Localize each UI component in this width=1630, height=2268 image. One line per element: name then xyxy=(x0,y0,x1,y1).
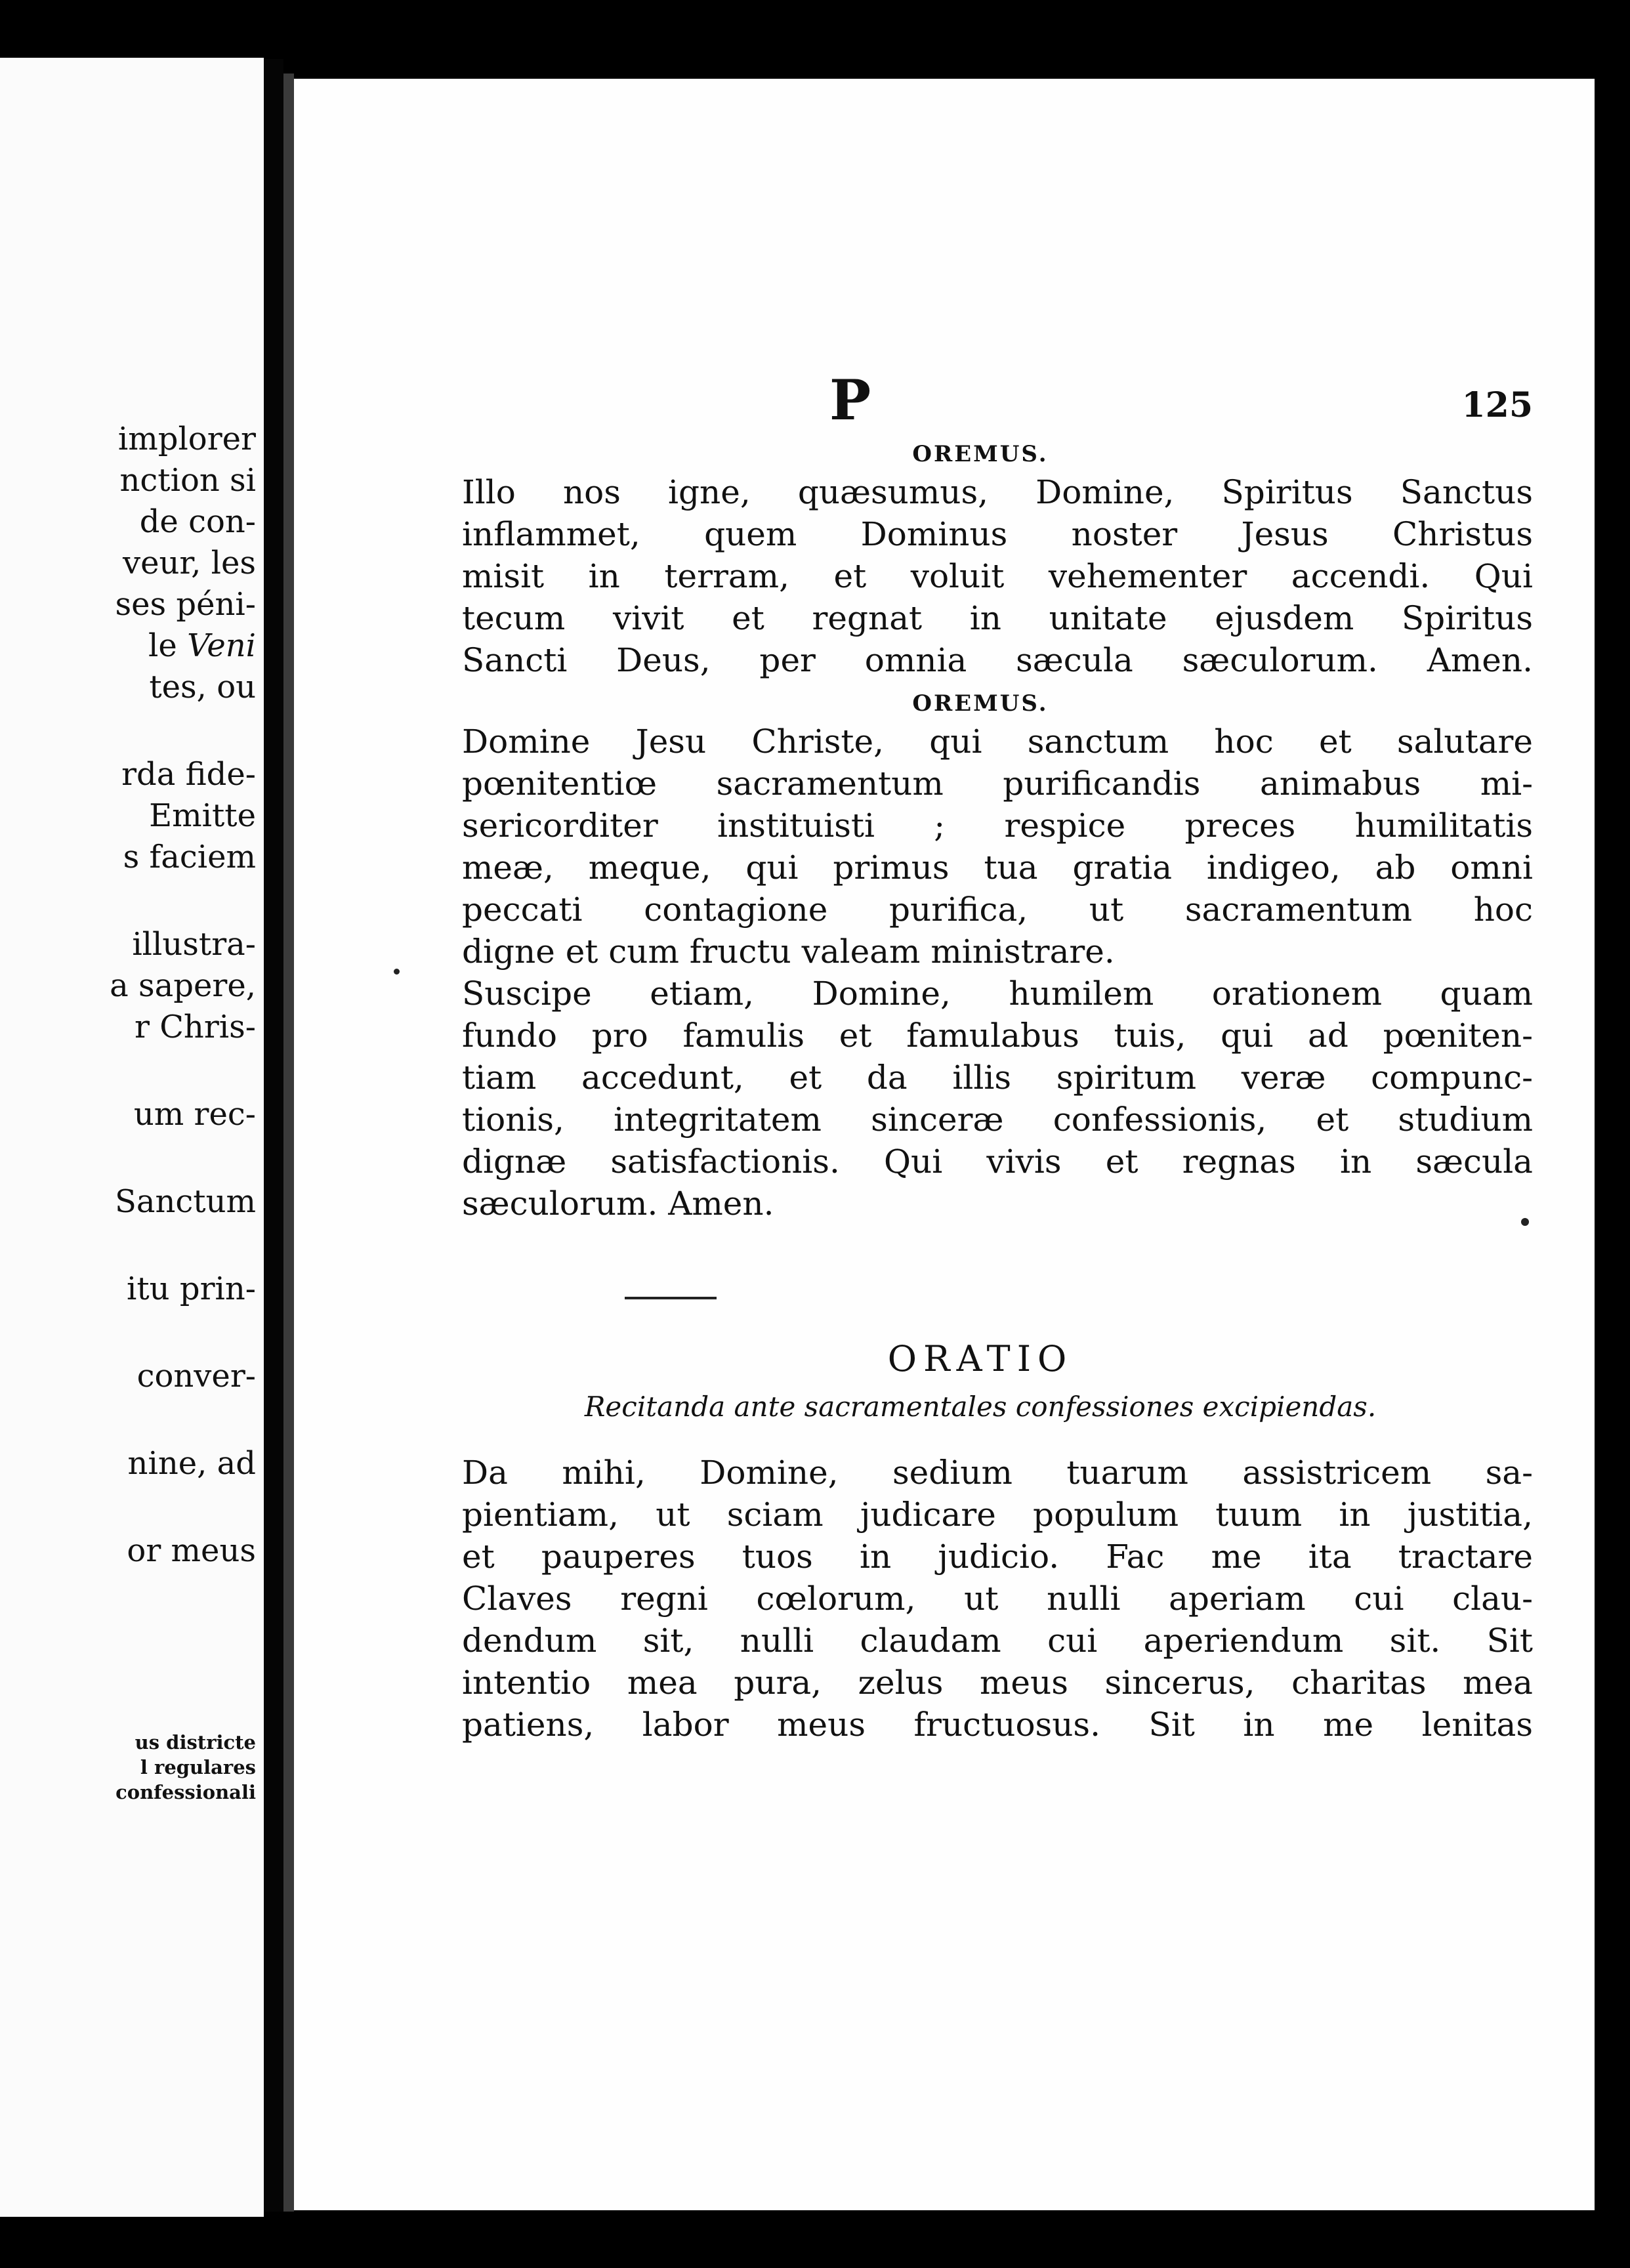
text-line: Sancti Deus, per omnia sæcula sæculorum. Amen. xyxy=(462,641,1533,679)
prayer-paragraph-1 xyxy=(428,471,1533,681)
left-text-line: de con- xyxy=(139,503,256,540)
left-page-fragment xyxy=(0,58,264,2217)
left-page-footnote xyxy=(115,1730,256,1805)
text-line: tiam accedunt, et da illis spiritum veræ compunc- xyxy=(462,1059,1533,1097)
print-speck xyxy=(394,969,400,975)
text-line: misit in terram, et voluit vehementer accendi. Qui xyxy=(462,557,1533,595)
left-text-line: rda fide- xyxy=(121,756,256,793)
section-title-oratio: ORATIO xyxy=(887,1338,1074,1379)
prayer-paragraph-2 xyxy=(428,721,1533,973)
left-text-line: nction si xyxy=(119,462,256,499)
left-text-line: nine, ad xyxy=(127,1445,256,1482)
line-gap xyxy=(110,1135,256,1181)
left-text-line: a sapere, xyxy=(110,967,256,1004)
line-gap xyxy=(110,708,256,754)
line-gap xyxy=(110,878,256,924)
text-line: Domine Jesu Christe, qui sanctum hoc et salutare xyxy=(462,723,1533,761)
text-line: tecum vivit et regnat in unitate ejusdem Spiritus xyxy=(462,599,1533,637)
left-text-line: itu prin- xyxy=(127,1270,256,1307)
text-line: dignæ satisfactionis. Qui vivis et regnas in sæcula xyxy=(462,1143,1533,1181)
left-text-line: Emitte xyxy=(149,797,256,834)
text-line: Claves regni cœlorum, ut nulli aperiam cui clau- xyxy=(462,1580,1533,1618)
text-line: patiens, labor meus fructuosus. Sit in me lenitas xyxy=(462,1706,1533,1744)
book-gutter xyxy=(264,59,283,2212)
left-text-line: le Veni xyxy=(148,627,256,664)
prayer-paragraph-4 xyxy=(428,1452,1533,1746)
running-letter: P xyxy=(829,368,873,432)
section-heading-oremus-2: OREMUS. xyxy=(912,690,1049,717)
text-line: sæculorum. Amen. xyxy=(462,1185,774,1223)
text-line: fundo pro famulis et famulabus tuis, qui ad pœniten- xyxy=(462,1017,1533,1055)
line-gap xyxy=(110,1397,256,1443)
left-text-line: r Chris- xyxy=(135,1009,256,1045)
left-text-line: um rec- xyxy=(133,1096,256,1133)
line-gap xyxy=(110,1048,256,1094)
left-text-line: illustra- xyxy=(132,926,256,963)
right-page xyxy=(294,79,1595,2210)
text-line: dendum sit, nulli claudam cui aperiendum sit. Sit xyxy=(462,1622,1533,1660)
text-line: pientiam, ut sciam judicare populum tuum in justitia, xyxy=(462,1496,1533,1534)
left-footnote-line: us districte xyxy=(135,1731,256,1754)
left-page-text xyxy=(110,419,256,1572)
text-line: et pauperes tuos in judicio. Fac me ita tractare xyxy=(462,1538,1533,1576)
section-subtitle: Recitanda ante sacramentales confessiones excipiendas. xyxy=(584,1391,1377,1423)
text-line: sericorditer instituisti ; respice preces humilitatis xyxy=(462,807,1533,845)
left-text-line: conver- xyxy=(136,1358,256,1395)
page-edge-shadow xyxy=(283,74,294,2212)
page-number: 125 xyxy=(1461,385,1533,425)
line-gap xyxy=(110,1484,256,1530)
text-line: Suscipe etiam, Domine, humilem orationem quam xyxy=(462,975,1533,1013)
text-line: tionis, integritatem sinceræ confessionis, et studium xyxy=(462,1101,1533,1139)
text-line: pœnitentiœ sacramentum purificandis animabus mi- xyxy=(462,765,1533,803)
page-content xyxy=(428,369,1533,1746)
text-line: meæ, meque, qui primus tua gratia indigeo, ab omni xyxy=(462,849,1533,887)
line-gap xyxy=(110,1310,256,1356)
left-text-line: veur, les xyxy=(122,545,256,581)
text-line: peccati contagione purifica, ut sacramentum hoc xyxy=(462,891,1533,929)
prayer-paragraph-3 xyxy=(428,973,1533,1225)
text-line: Illo nos igne, quæsumus, Domine, Spiritus Sanctus xyxy=(462,473,1533,511)
left-text-line: ses péni- xyxy=(115,586,256,623)
text-line: digne et cum fructu valeam ministrare. xyxy=(462,933,1115,971)
left-text-line: tes, ou xyxy=(149,669,256,705)
left-text-line: implorer xyxy=(117,421,256,457)
text-line: intentio mea pura, zelus meus sincerus, charitas mea xyxy=(462,1664,1533,1702)
running-head xyxy=(428,369,1533,432)
section-divider xyxy=(625,1297,717,1299)
left-text-line: or meus xyxy=(127,1532,256,1569)
line-gap xyxy=(110,1223,256,1269)
left-text-line: Sanctum xyxy=(114,1183,256,1220)
section-heading-oremus-1: OREMUS. xyxy=(912,441,1049,467)
text-line: inflammet, quem Dominus noster Jesus Christus xyxy=(462,515,1533,553)
left-text-line: s faciem xyxy=(123,839,256,875)
text-line: Da mihi, Domine, sedium tuarum assistricem sa- xyxy=(462,1454,1533,1492)
left-footnote-line: confessionali xyxy=(115,1781,256,1803)
left-footnote-line: l regulares xyxy=(140,1756,256,1778)
